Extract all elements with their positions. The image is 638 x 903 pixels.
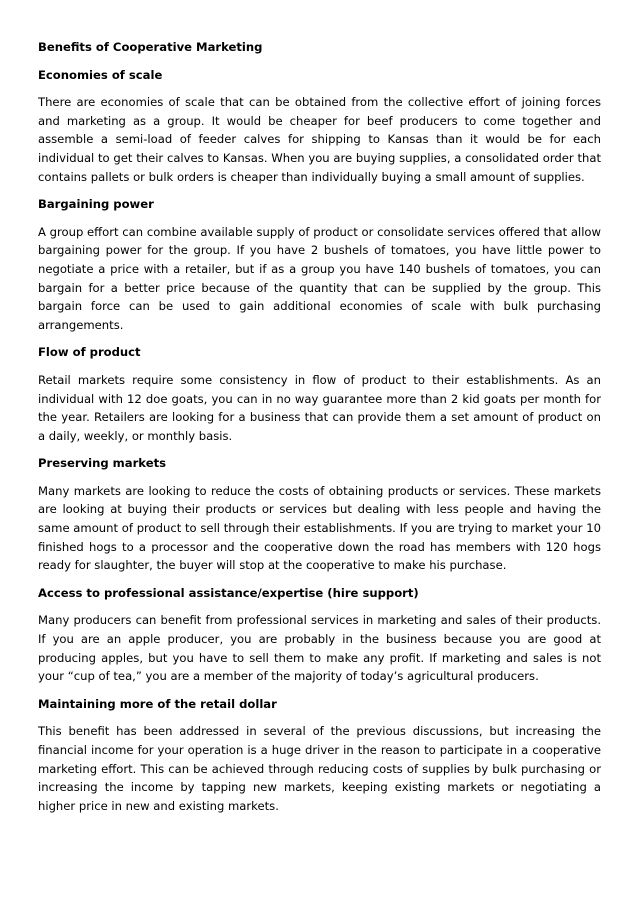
section-body-economies-of-scale: There are economies of scale that can be obtained from the collective effort of joining forces and marketing as a group. It would be cheaper for beef producers to come together and assemble a semi-load of feeder calves for shipping to Kansas than it would be for each individual to get their calves to Kansas. When you are buying supplies, a consolidated order that contains pallets or bulk orders is cheaper than individually buying a small amount of supplies. (38, 95, 601, 184)
section-body-retail-dollar: This benefit has been addressed in several of the previous discussions, but increasing the financial income for your operation is a huge driver in the reason to participate in a cooperative marketing effort. This can be achieved through reducing costs of supplies by bulk purchasing or increasing the income by tapping new markets, keeping existing markets or negotiating a higher price in new and existing markets. (38, 724, 601, 813)
document-title: Benefits of Cooperative Marketing (38, 40, 263, 54)
section-heading-bargaining-power: Bargaining power (38, 197, 154, 212)
section-heading-economies-of-scale: Economies of scale (38, 67, 163, 82)
section-body-preserving-markets: Many markets are looking to reduce the costs of obtaining products or services. These markets are looking at buying their products or services but dealing with less people and having the same amount of product to sell through their establishments. If you are trying to market your 10 finished hogs to a processor and the cooperative down the road has members with 120 hogs ready for slaughter, the buyer will stop at the cooperative to make his purchase. (38, 483, 601, 573)
section-heading-preserving-markets: Preserving markets (38, 456, 167, 471)
section-heading-retail-dollar: Maintaining more of the retail dollar (38, 696, 277, 711)
section-body-professional-assistance: Many producers can benefit from professional services in marketing and sales of their products. If you are an apple producer, you are probably in the business because you are good at producing apples, but you have to sell them to make any profit. If marketing and sales is not your “cup of tea,” you are a member of the majority of today’s agricultural producers. (38, 613, 601, 684)
section-heading-professional-assistance: Access to professional assistance/expertise (hire support) (38, 585, 419, 600)
section-body-bargaining-power: A group effort can combine available supply of product or consolidate services offered that allow bargaining power for the group. If you have 2 bushels of tomatoes, you have little power to negotiate a price with a retailer, but if as a group you have 140 bushels of tomatoes, you can bargain for a better price because of the quantity that can be supplied by the group. This bargain force can be used to gain additional economies of scale with bulk purchasing arrangements. (38, 224, 601, 332)
section-heading-flow-of-product: Flow of product (38, 345, 141, 360)
section-body-flow-of-product: Retail markets require some consistency in flow of product to their establishments. As an individual with 12 doe goats, you can in no way guarantee more than 2 kid goats per month for the year. Retailers are looking for a business that can provide them a set amount of product on a daily, weekly, or monthly basis. (38, 372, 601, 443)
document-page (38, 38, 601, 824)
